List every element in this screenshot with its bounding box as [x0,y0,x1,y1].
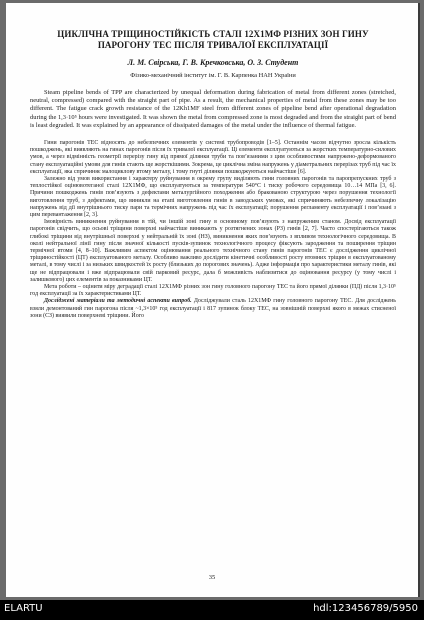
body-paragraph: Залежно від умов використання і характеру руйнування в окрему групу виділяють гини головних парогонів та паропрепускних труб з теплостійкої оцінювотеганої сталі 12Х1МФ, що експлуатуються за температури 540°С і тиску робочого середовища 10…14 МПа [3, 6]. Причини пошкоджень гинів пов’язують з дефектами металургійного походження або бракованою структурою через порушення технології виготовлення труб, з дефектами, що виникли на етапі виготовлення гинів в заводських умовах, які спричиняють небезпечну локалізацію напружень від дії внутрішнього тиску пари та термічних напружень під час їх експлуатації; порушення регламенту експлуатації і пов’язані з цим перевантаження [2, 3]. [30,176,396,219]
body-paragraph: Імовірність виникнення руйнування в тій, чи іншій зоні гину в основному пов’язують з напруженим станом. Досвід експлуатації парогонів свідчить, що осьові тріщини поверхні найчастіше виникають у розтягнених зонах (РЗ) гинів [2, 7]. Часто спостерігаються також глибокі тріщини від внутрішньої поверхні у нейтральній їх зоні (НЗ), виникнення яких пов’язують з впливом технологічного середовища. В околі нейтральної лінії гину після значної кількості пусків-зупинок технологічного процесу фіксують зародження та поширення тріщин термічної втоми [4, 8–10]. Важливим аспектом оцінювання реального технічного стану гинів парогонів ТЕС є дослідження циклічної тріщиностійкості (ЦТ) експлуатованого металу. Особливо важливо дослідити кінетичні особливості росту втомних тріщин в експлуатованому металі, в тому числі і за низьких швидкостей їх росту (близьких до порогових значень). Адже інформація про характеристики металу гинів, які ще не відпрацювали і вже відпрацювали свій парковий ресурс, дала б можливість наблизитися до оцінювання ресурсу (у тому числі і залишкового) цих елементів за показниками ЦТ. [30,219,396,283]
paper-body [30,140,396,320]
paper-title: ЦИКЛІЧНА ТРІЩИНОСТІЙКІСТЬ СТАЛІ 12Х1МФ РІЗНИХ ЗОН ГИНУ ПАРОГОНУ ТЕС ПІСЛЯ ТРИВАЛОЇ ЕКСПЛУАТАЦІЇ [57,29,369,50]
body-paragraph: Гини парогонів ТЕС відносять до небезпечних елементів у системі трубопроводів [1–5]. Останнім часом відчутно зросла кількість пошкоджень, які виявляють на гинах парогонів після їх тривалої експлуатації. Ці елементи експлуатуються за жорстких температурно-силових умов, а через відмінність геометрії перерізу гину від прямої ділянки труби та пов’язаними з цим особливостями напружено-деформованого стану експлуатаційні умови для гинів стають ще жорсткішими. Зокрема, це циклічна зміна напружень у діаметральних перерізах труб під час їх експлуатації, яка спричиняє малоциклову втому металу, і тому гнуті ділянки пошкоджуються найчастіше [6]. [30,140,396,175]
repository-name: ELARTU [4,603,43,614]
viewer-footer-bar [0,600,424,620]
paper-institution: Фізико-механічний інститут ім. Г. В. Карпенка НАН України [130,72,296,79]
paper-page [6,3,420,597]
paper-abstract: Steam pipeline bends of TPP are characterized by unequal deformation during fabrication of metal from different zones (stretched, neutral, compressed) compared with the straight part of pipe. As a result, the mechanical properties of metal from these zones may be too different. The fatigue crack growth resistance of the 12Kh1MF steel from different zones of pipeline bend after operational degradation during the 1,3·10⁵ hours were investigated. It was shown the metal from compressed zone is most degraded and from the straight part of bend is least degraded. It was explained by an appearance of dissipated damages of the metal under the influence of thermal fatigue. [30,89,396,129]
section-heading: Досліджені матеріали та методичні аспекти випроб. [44,298,192,305]
body-paragraph-materials [30,298,396,320]
page-number: 35 [208,574,216,581]
section-text: Досліджували сталь 12Х1МФ гину головного парогону ТЕС. Для досліджень взяли демонтований гин парогона після ~1,3×10⁵ год експлуатації і 817 зупинок блоку ТЕС, на зовнішній поверхні якого в межах стисненої зони (СЗ) виявили поверхневі тріщини. Його [30,298,396,319]
body-paragraph: Мета роботи – оцінити міру деградації сталі 12Х1МФ різних зон гину головного парогону ТЕС та його прямої ділянки (ПД) після 1,3·10⁵ год експлуатації за їх характеристиками ЦТ. [30,284,396,298]
paper-authors: Л. М. Свірська, Г. В. Кречковська, О. З. Студент [127,58,299,67]
handle-identifier[interactable]: hdl:123456789/5950 [313,603,418,614]
